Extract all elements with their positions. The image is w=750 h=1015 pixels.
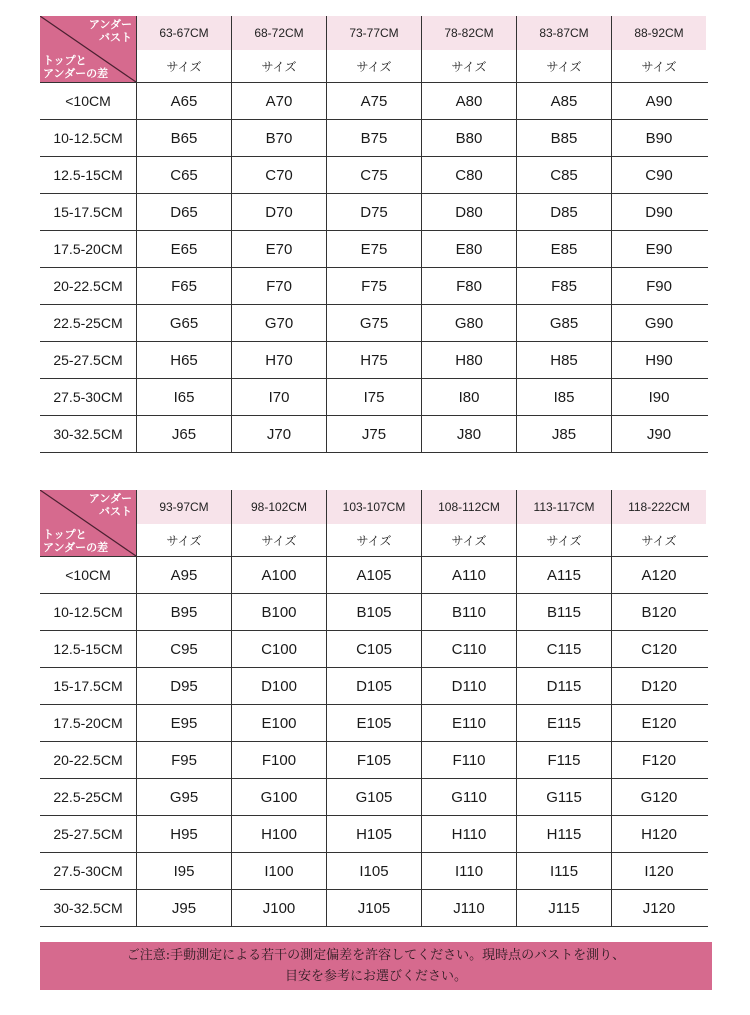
size-column-label: サイズ <box>356 533 392 548</box>
size-column-label: サイズ <box>261 533 297 548</box>
size-column-label: サイズ <box>451 59 487 74</box>
under-bust-range: 118-222CM <box>612 490 706 524</box>
size-cell: C85 <box>516 157 611 193</box>
size-cell: H110 <box>421 816 516 852</box>
size-cell: H70 <box>231 342 326 378</box>
column-header <box>421 490 516 556</box>
size-cell: J110 <box>421 890 516 926</box>
size-cell: A80 <box>421 83 516 119</box>
size-cell: C90 <box>611 157 706 193</box>
size-cell: D65 <box>136 194 231 230</box>
diff-label-line2: アンダーの差 <box>43 541 109 554</box>
bust-difference-label: 12.5-15CM <box>53 641 123 657</box>
size-cell: B85 <box>516 120 611 156</box>
size-column-label: サイズ <box>546 533 582 548</box>
size-cell: A120 <box>611 557 706 593</box>
size-cell: A90 <box>611 83 706 119</box>
size-cell: D80 <box>421 194 516 230</box>
size-cell: J115 <box>516 890 611 926</box>
size-cell: I65 <box>136 379 231 415</box>
size-cell: E95 <box>136 705 231 741</box>
size-cell: J75 <box>326 416 421 452</box>
size-cell: J65 <box>136 416 231 452</box>
size-cell: J70 <box>231 416 326 452</box>
under-bust-label-line1: アンダー <box>88 492 132 505</box>
size-cell: I80 <box>421 379 516 415</box>
bust-difference-label: 22.5-25CM <box>53 315 123 331</box>
size-cell: G65 <box>136 305 231 341</box>
bust-difference-label: 10-12.5CM <box>53 604 123 620</box>
size-cell: F85 <box>516 268 611 304</box>
top-under-diff-label <box>43 54 108 80</box>
size-cell: D70 <box>231 194 326 230</box>
size-cell: B120 <box>611 594 706 630</box>
bust-difference-label: 25-27.5CM <box>53 352 123 368</box>
size-cell: G110 <box>421 779 516 815</box>
table-row <box>40 779 708 816</box>
size-cell: E110 <box>421 705 516 741</box>
column-header <box>421 16 516 82</box>
table-row <box>40 816 708 853</box>
notice-line-2: 目安を参考にお選びください。 <box>284 969 467 984</box>
table-row <box>40 594 708 631</box>
size-cell: D100 <box>231 668 326 704</box>
size-cell: F75 <box>326 268 421 304</box>
column-header <box>516 490 611 556</box>
size-cell: D110 <box>421 668 516 704</box>
corner-header-cell <box>40 16 136 82</box>
bust-difference-label: 15-17.5CM <box>53 204 123 220</box>
measurement-notice-banner <box>40 942 712 990</box>
table-row <box>40 416 708 453</box>
top-under-diff-label <box>43 528 108 554</box>
under-bust-range: 88-92CM <box>612 16 706 50</box>
size-cell: B75 <box>326 120 421 156</box>
bust-difference-label: 12.5-15CM <box>53 167 123 183</box>
diff-label-line1: トップと <box>43 54 87 67</box>
table-header <box>40 490 708 557</box>
size-cell: E85 <box>516 231 611 267</box>
size-cell: F110 <box>421 742 516 778</box>
size-cell: E90 <box>611 231 706 267</box>
size-cell: C95 <box>136 631 231 667</box>
table-row <box>40 157 708 194</box>
column-header <box>326 490 421 556</box>
size-cell: H95 <box>136 816 231 852</box>
bust-difference-label: <10CM <box>65 567 111 583</box>
table-row <box>40 194 708 231</box>
column-header <box>136 490 231 556</box>
size-cell: B90 <box>611 120 706 156</box>
size-cell: G85 <box>516 305 611 341</box>
size-cell: H90 <box>611 342 706 378</box>
size-cell: C120 <box>611 631 706 667</box>
bust-difference-label: 22.5-25CM <box>53 789 123 805</box>
size-cell: B105 <box>326 594 421 630</box>
size-cell: E65 <box>136 231 231 267</box>
bust-difference-label: 27.5-30CM <box>53 863 123 879</box>
size-cell: J95 <box>136 890 231 926</box>
size-cell: A70 <box>231 83 326 119</box>
size-cell: J80 <box>421 416 516 452</box>
bust-difference-label: 30-32.5CM <box>53 900 123 916</box>
bust-difference-label: 10-12.5CM <box>53 130 123 146</box>
table-row <box>40 268 708 305</box>
size-cell: F100 <box>231 742 326 778</box>
size-cell: C70 <box>231 157 326 193</box>
notice-line-1: ご注意:手動測定による若干の測定偏差を許容してください。現時点のバストを測り、 <box>126 948 626 963</box>
size-cell: H115 <box>516 816 611 852</box>
table-row <box>40 231 708 268</box>
size-cell: A110 <box>421 557 516 593</box>
size-cell: I70 <box>231 379 326 415</box>
size-cell: F65 <box>136 268 231 304</box>
table-row <box>40 742 708 779</box>
diff-label-line2: アンダーの差 <box>43 67 109 80</box>
size-cell: B100 <box>231 594 326 630</box>
size-column-label: サイズ <box>166 59 202 74</box>
under-bust-range: 83-87CM <box>517 16 611 50</box>
size-cell: D90 <box>611 194 706 230</box>
size-cell: G80 <box>421 305 516 341</box>
size-cell: B110 <box>421 594 516 630</box>
size-cell: I75 <box>326 379 421 415</box>
size-cell: E75 <box>326 231 421 267</box>
column-header <box>231 490 326 556</box>
size-cell: C115 <box>516 631 611 667</box>
size-cell: A65 <box>136 83 231 119</box>
bra-size-table-2 <box>40 490 708 927</box>
size-cell: J85 <box>516 416 611 452</box>
size-cell: A115 <box>516 557 611 593</box>
size-cell: H120 <box>611 816 706 852</box>
size-cell: J120 <box>611 890 706 926</box>
size-cell: C80 <box>421 157 516 193</box>
size-cell: G95 <box>136 779 231 815</box>
size-cell: J105 <box>326 890 421 926</box>
size-cell: I115 <box>516 853 611 889</box>
under-bust-label-line1: アンダー <box>88 18 132 31</box>
under-bust-label-line2: バスト <box>99 505 132 518</box>
size-cell: A85 <box>516 83 611 119</box>
size-cell: I110 <box>421 853 516 889</box>
size-cell: H80 <box>421 342 516 378</box>
size-cell: D75 <box>326 194 421 230</box>
size-cell: F80 <box>421 268 516 304</box>
size-column-label: サイズ <box>261 59 297 74</box>
table-row <box>40 120 708 157</box>
size-cell: G120 <box>611 779 706 815</box>
table-body <box>40 557 708 927</box>
size-cell: B80 <box>421 120 516 156</box>
size-cell: E115 <box>516 705 611 741</box>
size-cell: I100 <box>231 853 326 889</box>
size-cell: H75 <box>326 342 421 378</box>
table-row <box>40 305 708 342</box>
size-cell: B70 <box>231 120 326 156</box>
size-cell: A100 <box>231 557 326 593</box>
table-row <box>40 379 708 416</box>
size-cell: E70 <box>231 231 326 267</box>
table-row <box>40 890 708 927</box>
size-cell: A95 <box>136 557 231 593</box>
size-cell: F120 <box>611 742 706 778</box>
size-cell: F115 <box>516 742 611 778</box>
corner-header-cell <box>40 490 136 556</box>
column-header <box>326 16 421 82</box>
size-column-label: サイズ <box>641 59 677 74</box>
under-bust-range: 63-67CM <box>137 16 231 50</box>
size-cell: G115 <box>516 779 611 815</box>
size-column-label: サイズ <box>451 533 487 548</box>
size-cell: I105 <box>326 853 421 889</box>
column-header <box>611 490 706 556</box>
size-cell: F105 <box>326 742 421 778</box>
size-cell: C100 <box>231 631 326 667</box>
table-row <box>40 853 708 890</box>
size-cell: E80 <box>421 231 516 267</box>
under-bust-range: 73-77CM <box>327 16 421 50</box>
bust-difference-label: 20-22.5CM <box>53 278 123 294</box>
table-row <box>40 631 708 668</box>
size-cell: G90 <box>611 305 706 341</box>
bust-difference-label: 17.5-20CM <box>53 241 123 257</box>
size-cell: D120 <box>611 668 706 704</box>
size-column-label: サイズ <box>166 533 202 548</box>
size-cell: I90 <box>611 379 706 415</box>
size-cell: G70 <box>231 305 326 341</box>
size-cell: D85 <box>516 194 611 230</box>
size-cell: J90 <box>611 416 706 452</box>
size-cell: A75 <box>326 83 421 119</box>
size-cell: D95 <box>136 668 231 704</box>
under-bust-label-line2: バスト <box>99 31 132 44</box>
table-row <box>40 705 708 742</box>
size-cell: F70 <box>231 268 326 304</box>
table-body <box>40 83 708 453</box>
bust-difference-label: 25-27.5CM <box>53 826 123 842</box>
size-cell: C65 <box>136 157 231 193</box>
bust-difference-label: 15-17.5CM <box>53 678 123 694</box>
size-cell: C110 <box>421 631 516 667</box>
size-cell: F95 <box>136 742 231 778</box>
size-cell: H85 <box>516 342 611 378</box>
diff-label-line1: トップと <box>43 528 87 541</box>
column-header <box>231 16 326 82</box>
size-cell: G75 <box>326 305 421 341</box>
under-bust-range: 78-82CM <box>422 16 516 50</box>
size-cell: A105 <box>326 557 421 593</box>
size-cell: F90 <box>611 268 706 304</box>
under-bust-range: 103-107CM <box>327 490 421 524</box>
bust-difference-label: 20-22.5CM <box>53 752 123 768</box>
under-bust-label <box>89 492 132 518</box>
size-cell: G100 <box>231 779 326 815</box>
size-column-label: サイズ <box>641 533 677 548</box>
size-cell: H65 <box>136 342 231 378</box>
size-cell: D115 <box>516 668 611 704</box>
under-bust-range: 68-72CM <box>232 16 326 50</box>
size-cell: D105 <box>326 668 421 704</box>
under-bust-range: 93-97CM <box>137 490 231 524</box>
column-header <box>136 16 231 82</box>
table-row <box>40 342 708 379</box>
bust-difference-label: <10CM <box>65 93 111 109</box>
under-bust-range: 98-102CM <box>232 490 326 524</box>
bust-difference-label: 30-32.5CM <box>53 426 123 442</box>
size-cell: B95 <box>136 594 231 630</box>
size-column-label: サイズ <box>546 59 582 74</box>
size-cell: H100 <box>231 816 326 852</box>
table-header <box>40 16 708 83</box>
table-row <box>40 83 708 120</box>
bust-difference-label: 27.5-30CM <box>53 389 123 405</box>
under-bust-range: 113-117CM <box>517 490 611 524</box>
under-bust-label <box>89 18 132 44</box>
size-cell: B65 <box>136 120 231 156</box>
table-row <box>40 557 708 594</box>
size-cell: E100 <box>231 705 326 741</box>
under-bust-range: 108-112CM <box>422 490 516 524</box>
bra-size-table-1 <box>40 16 708 453</box>
size-cell: I85 <box>516 379 611 415</box>
size-cell: I120 <box>611 853 706 889</box>
size-cell: I95 <box>136 853 231 889</box>
size-cell: H105 <box>326 816 421 852</box>
size-column-label: サイズ <box>356 59 392 74</box>
column-header <box>611 16 706 82</box>
size-cell: G105 <box>326 779 421 815</box>
size-cell: J100 <box>231 890 326 926</box>
bust-difference-label: 17.5-20CM <box>53 715 123 731</box>
size-cell: E105 <box>326 705 421 741</box>
size-cell: E120 <box>611 705 706 741</box>
size-cell: C75 <box>326 157 421 193</box>
size-cell: C105 <box>326 631 421 667</box>
table-row <box>40 668 708 705</box>
column-header <box>516 16 611 82</box>
size-cell: B115 <box>516 594 611 630</box>
